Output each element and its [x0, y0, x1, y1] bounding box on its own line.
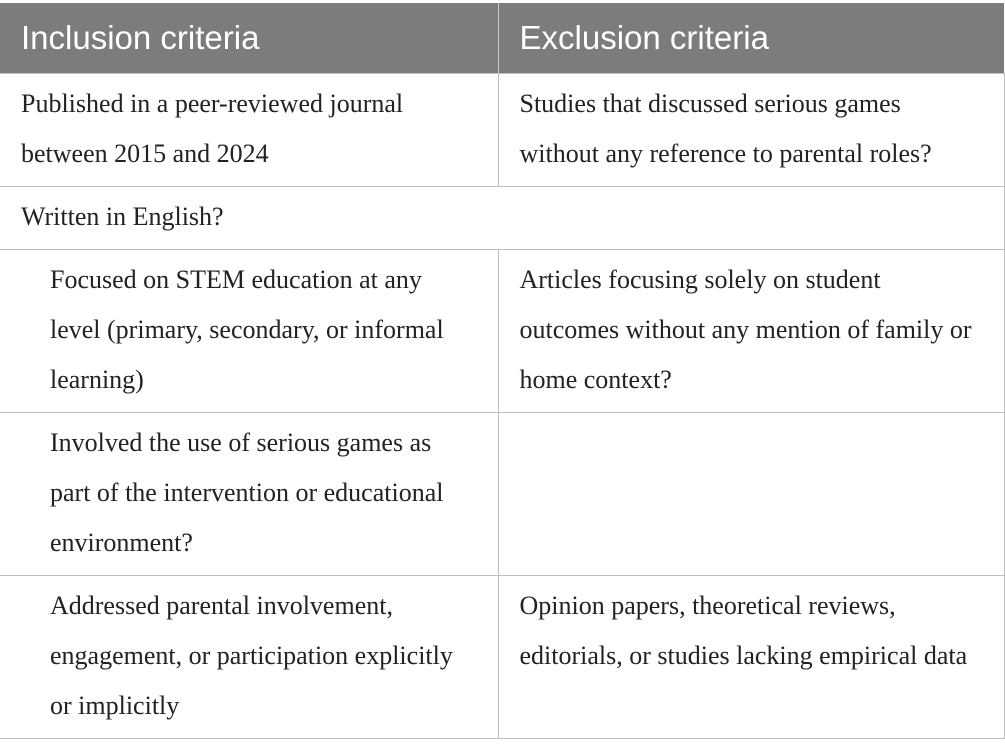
inclusion-cell: Published in a peer-reviewed journal between 2015 and 2024: [0, 73, 498, 186]
exclusion-cell: Studies that discussed serious games without any reference to parental roles?: [498, 73, 1004, 186]
criteria-table: [0, 3, 1005, 739]
inclusion-cell: Focused on STEM education at any level (primary, secondary, or informal learning): [0, 249, 498, 412]
table-row: [0, 186, 1004, 249]
table-header: [0, 3, 1004, 73]
exclusion-cell: Opinion papers, theoretical reviews, editorials, or studies lacking empirical data: [498, 575, 1004, 738]
inclusion-cell: Written in English?: [0, 186, 1004, 249]
inclusion-cell: Involved the use of serious games as part of the intervention or educational environment?: [0, 412, 498, 575]
table-row: [0, 575, 1004, 738]
exclusion-cell: Articles focusing solely on student outcomes without any mention of family or home context?: [498, 249, 1004, 412]
exclusion-cell: [498, 412, 1004, 575]
header-inclusion-criteria: Inclusion criteria: [0, 3, 498, 73]
header-row: [0, 3, 1004, 73]
header-exclusion-criteria: Exclusion criteria: [498, 3, 1004, 73]
table-row: [0, 73, 1004, 186]
table-row: [0, 249, 1004, 412]
inclusion-cell: Addressed parental involvement, engagement, or participation explicitly or implicitly: [0, 575, 498, 738]
table-row: [0, 412, 1004, 575]
table-body: [0, 73, 1004, 738]
